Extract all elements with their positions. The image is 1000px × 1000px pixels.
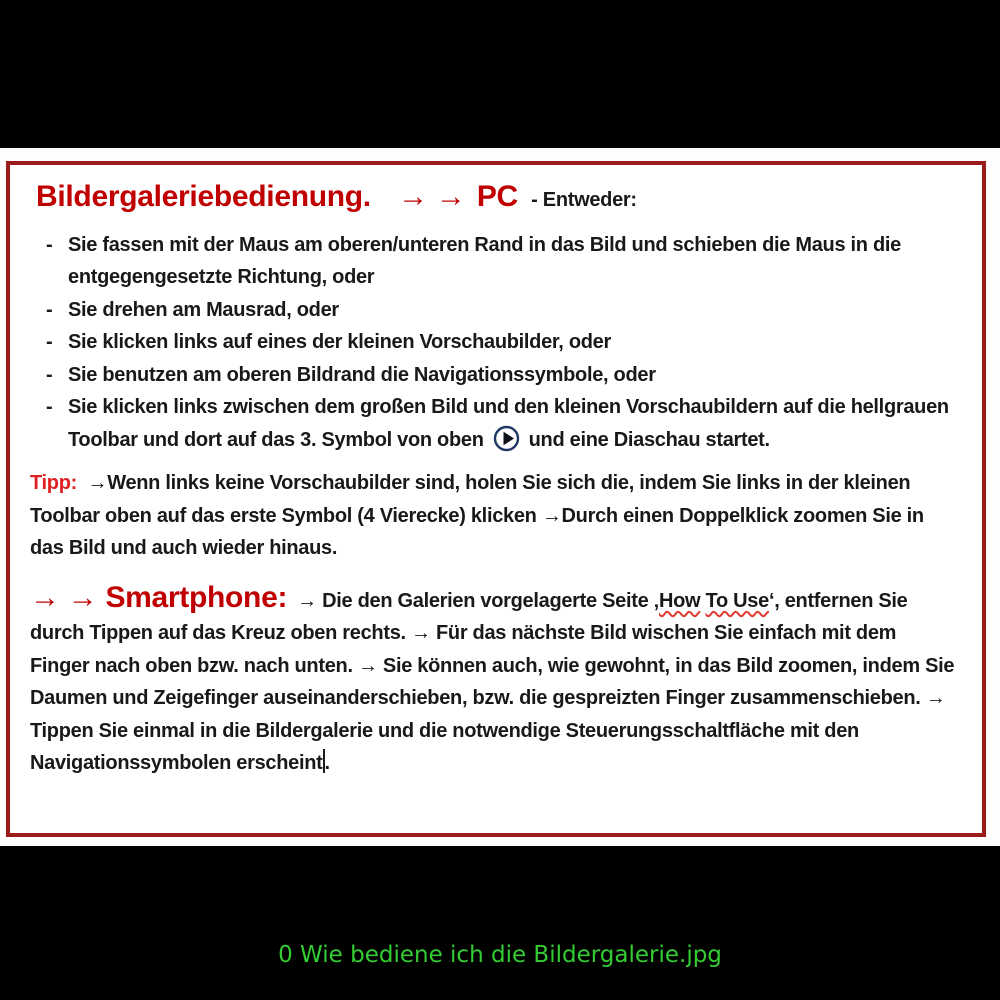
red-border-frame [6, 161, 986, 837]
list-item-text: Sie drehen am Mausrad, oder [68, 298, 339, 321]
misspelled-word: To Use [705, 589, 769, 612]
list-item [46, 326, 958, 359]
list-item [46, 359, 958, 392]
trailing-period: . [324, 752, 330, 774]
bullet-dash: - [46, 363, 53, 386]
filename-caption: 0 Wie bediene ich die Bildergalerie.jpg [278, 942, 722, 968]
tip-label: Tipp: [30, 472, 78, 494]
heading-suffix: - Entweder: [531, 189, 637, 211]
list-item-text: Sie klicken links auf eines der kleinen Vorschaubilder, oder [68, 331, 611, 353]
list-item [46, 294, 958, 327]
list-item [46, 229, 958, 294]
smartphone-paragraph [30, 582, 960, 780]
tip-paragraph [30, 467, 956, 565]
bullet-dash: - [46, 331, 53, 353]
tip-text: →Wenn links keine Vorschaubilder sind, holen Sie sich die, indem Sie links in der kleinen Toolbar oben auf das erste Symbol (4 Vierecke) klicken →Durch einen Doppelklick zoomen Sie in das Bild und auch wieder hinaus. [30, 472, 924, 559]
smartphone-text-body: ‘, entfernen Sie durch Tippen auf das Kreuz oben rechts. → Für das nächste Bild wischen Sie einfach mit dem Finger nach oben bzw. nach unten. → Sie können auch, wie gewohnt, in das Bild zoomen, indem Sie Daumen und Zeigefinger auseinanderschieben, bzw. die gespreizten Finger zusammenschieben. → Tippen Sie einmal in die Bildergalerie und die notwendige Steuerungsschaltfläche mit den Navigationssymbolen erscheint [30, 589, 955, 774]
bullet-dash: - [46, 233, 53, 256]
document-page [0, 148, 1000, 846]
pc-instruction-list [46, 229, 958, 457]
list-item-text [68, 391, 958, 456]
smartphone-label: Smartphone: [105, 580, 288, 614]
smartphone-text-intro: → Die den Galerien vorgelagerte Seite ‚ [297, 589, 659, 612]
list-item-text: Sie benutzen am oberen Bildrand die Navigationssymbole, oder [68, 363, 656, 386]
page-title-text: Bildergaleriebedienung. [36, 180, 371, 213]
list-item [46, 391, 958, 456]
list-item-text: Sie fassen mit der Maus am oberen/unteren Rand in das Bild und schieben die Maus in die entgegengesetzte Richtung, oder [68, 233, 901, 288]
list-item-text-before-icon: Sie klicken links zwischen dem großen Bild und den kleinen Vorschaubildern auf die hellgrauen Toolbar und dort auf das 3. Symbol von oben [68, 396, 949, 451]
bullet-dash: - [46, 396, 53, 418]
pc-label: PC [476, 180, 518, 213]
bullet-dash: - [46, 298, 53, 321]
list-item-text-after-icon: und eine Diaschau startet. [528, 428, 770, 451]
double-arrow-icon: → → [398, 180, 466, 213]
document-content [10, 165, 982, 780]
play-in-circle-icon [493, 425, 520, 452]
double-arrow-icon: → → [30, 580, 98, 614]
misspelled-word: How [658, 589, 701, 612]
page-title [36, 181, 956, 217]
